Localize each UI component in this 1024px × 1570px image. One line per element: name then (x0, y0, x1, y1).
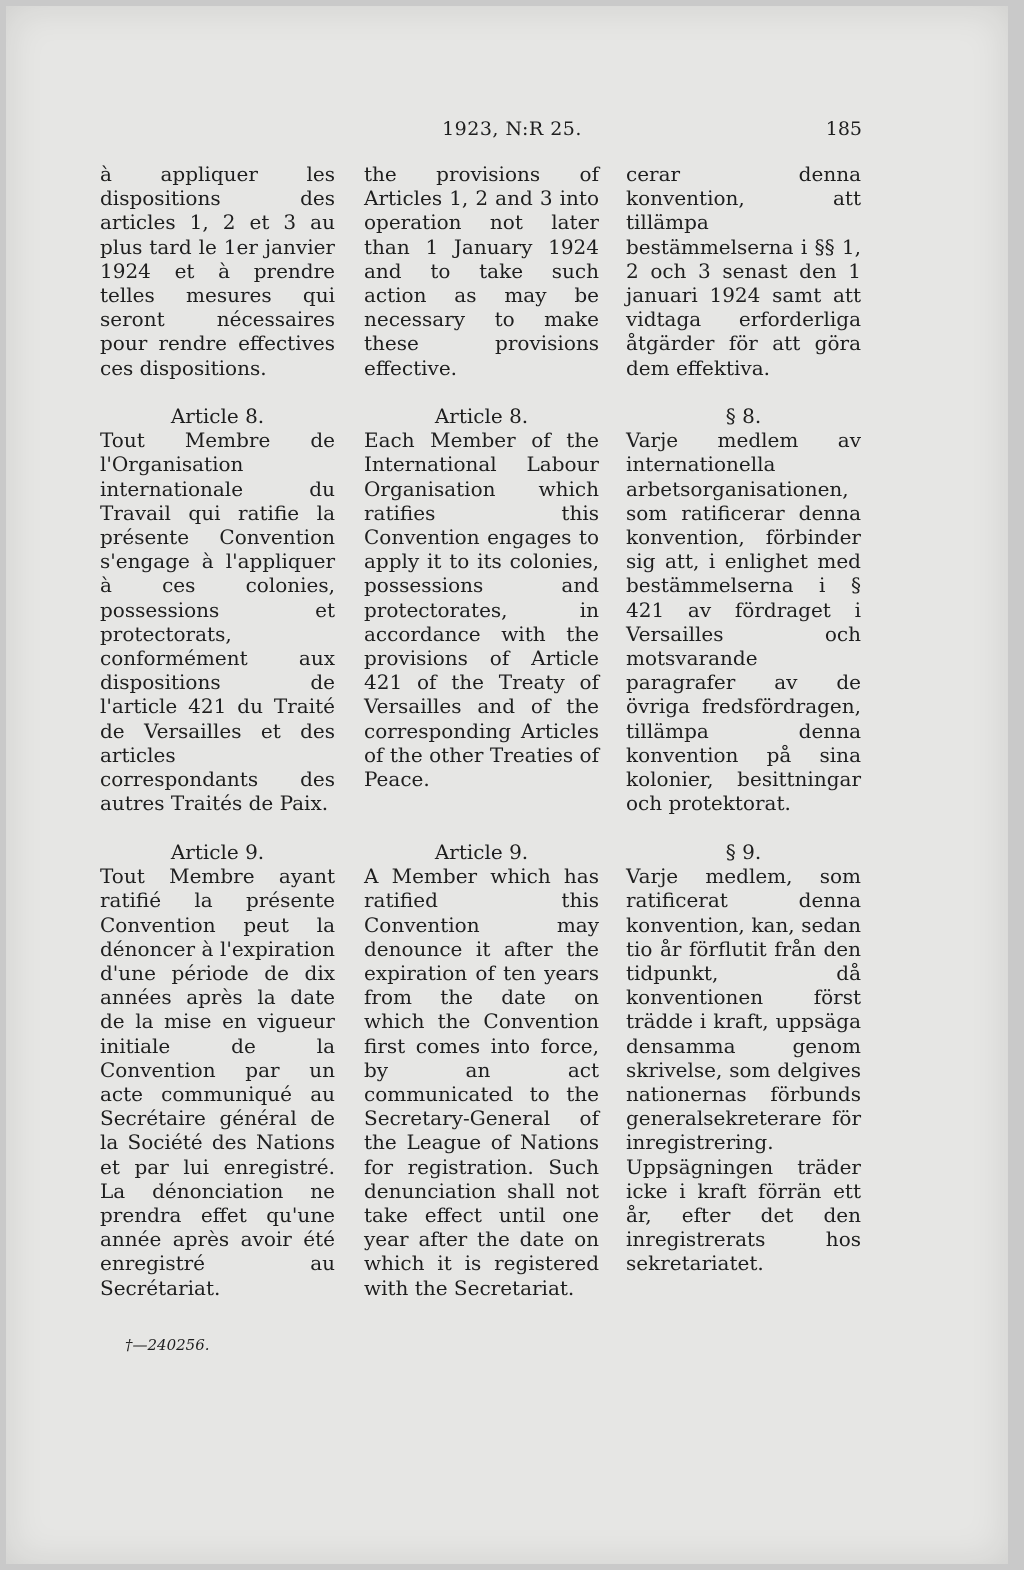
english-article-9 (364, 840, 599, 1300)
french-text: à appliquer les dispositions des articles 1, 2 et 3 au plus tard le 1er janvier 1924 et à prendre telles mesures qui seront nécessaires pour rendre effectives ces dispositions. (100, 162, 335, 380)
printer-footnote: †—240256. (125, 1336, 210, 1354)
swedish-paragraph-9-text: Varje medlem, som ratificerat denna konvention, kan, sedan tio år förflutit från den tidpunkt, då konventionen först trädde i kraft, uppsäga densamma genom skrivelse, som delgives nationernas förbunds generalsekreterare för inregistrering. Uppsägningen träder icke i kraft förrän ett år, efter det den inregistrerats hos sekretariatet. (626, 864, 861, 1276)
page-number: 185 (825, 118, 862, 140)
english-article-9-text: A Member which has ratified this Convention may denounce it after the expiration of ten years from the date on which the Convention first comes into force, by an act communicated to the Secretary-General of the League of Nations for registration. Such denunciation shall not take effect until one year after the date on which it is registered with the Secretariat. (364, 864, 599, 1300)
english-text: the provisions of Articles 1, 2 and 3 into operation not later than 1 January 1924 and to take such action as may be necessary to make these provisions effective. (364, 162, 599, 380)
swedish-paragraph-8-text: Varje medlem av internationella arbetsorganisationen, som ratificerar denna konvention, förbinder sig att, i enlighet med bestämmelserna i § 421 av fördraget i Versailles och motsvarande paragrafer av de övriga fredsfördragen, tillämpa denna konvention på sina kolonier, besittningar och protektorat. (626, 428, 861, 816)
swedish-paragraph-continuation (626, 162, 861, 380)
english-article-8-text: Each Member of the International Labour Organisation which ratifies this Convention engages to apply it to its colonies, possessions and protectorates, in accordance with the provisions of Article 421 of the Treaty of Versailles and of the corresponding Articles of the other Treaties of Peace. (364, 428, 599, 792)
swedish-paragraph-9 (626, 840, 861, 1276)
french-article-8 (100, 404, 335, 815)
french-article-9-text: Tout Membre ayant ratifié la présente Convention peut la dénoncer à l'expiration d'une période de dix années après la date de la mise en vigueur initiale de la Convention par un acte communiqué au Secrétaire général de la Société des Nations et par lui enregistré. La dénonciation ne prendra effet qu'une année après avoir été enregistré au Secrétariat. (100, 864, 335, 1300)
swedish-paragraph-8 (626, 404, 861, 815)
english-article-8-heading: Article 8. (434, 404, 529, 428)
english-paragraph-continuation (364, 162, 599, 380)
french-paragraph-continuation (100, 162, 335, 380)
french-article-9 (100, 840, 335, 1300)
english-article-9-heading: Article 9. (434, 840, 529, 864)
french-article-8-heading: Article 8. (170, 404, 265, 428)
english-article-8 (364, 404, 599, 791)
running-header: 1923, N:R 25. (442, 118, 582, 140)
french-article-8-text: Tout Membre de l'Organisation internationale du Travail qui ratifie la présente Convention s'engage à l'appliquer à ces colonies, possessions et protectorats, conformément aux dispositions de l'article 421 du Traité de Versailles et des articles correspondants des autres Traités de Paix. (100, 428, 335, 816)
french-article-9-heading: Article 9. (170, 840, 265, 864)
swedish-text: cerar denna konvention, att tillämpa bestämmelserna i §§ 1, 2 och 3 senast den 1 januari 1924 samt att vidtaga erforderliga åtgärder för att göra dem effektiva. (626, 162, 861, 380)
swedish-paragraph-9-heading: § 9. (725, 840, 762, 864)
swedish-paragraph-8-heading: § 8. (725, 404, 762, 428)
